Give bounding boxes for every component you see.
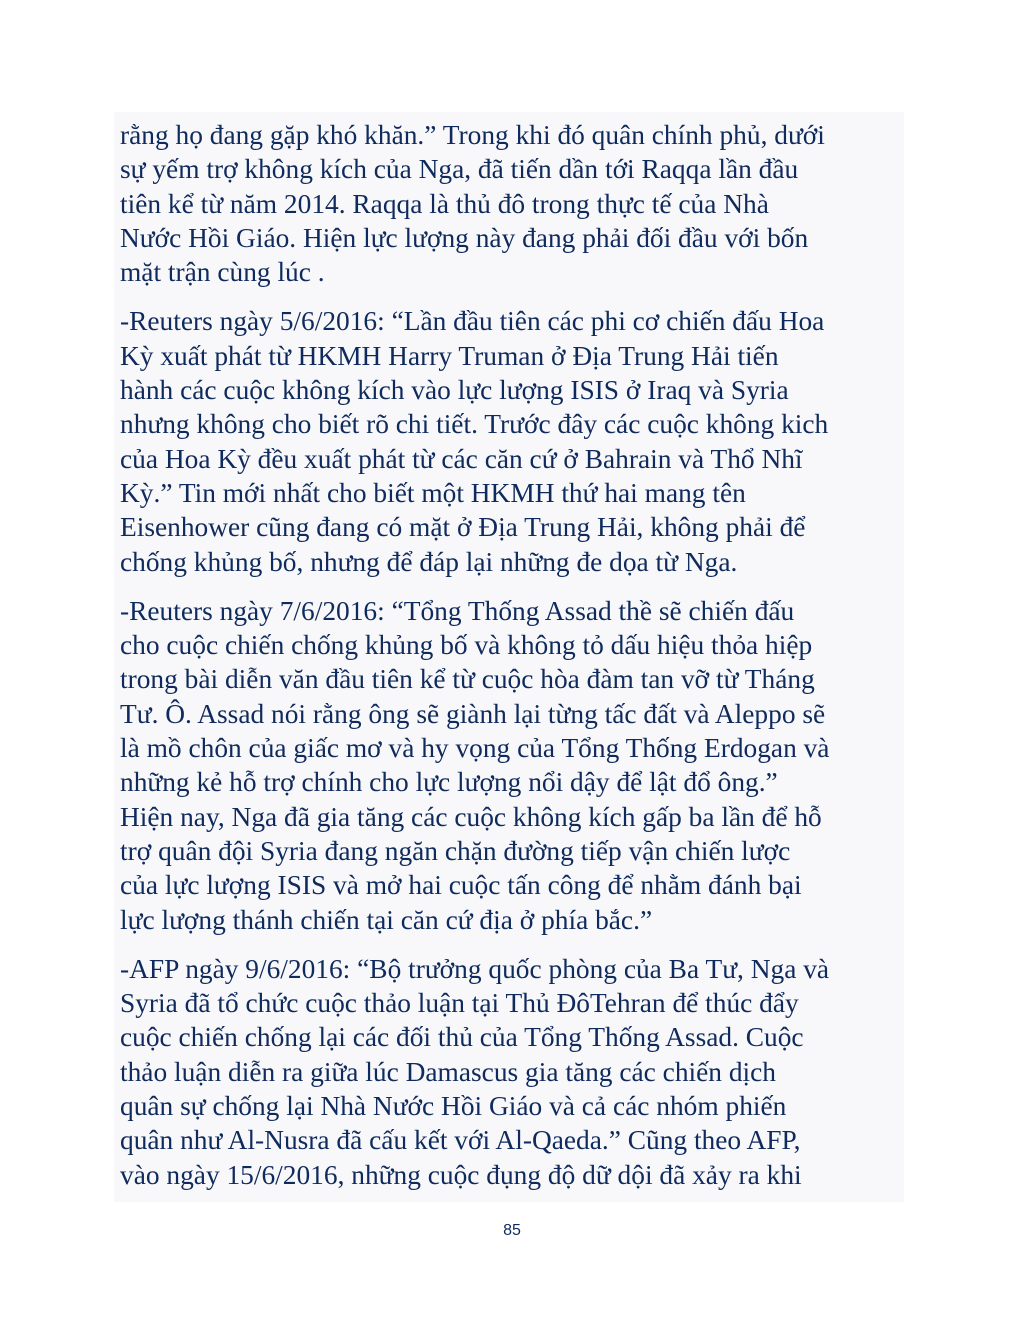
text-line: cuộc chiến chống lại các đối thủ của Tổng Thống Assad. Cuộc <box>120 1022 804 1053</box>
text-line: sự yếm trợ không kích của Nga, đã tiến dần tới Raqqa lần đầu <box>120 154 799 185</box>
text-line: của lực lượng ISIS và mở hai cuộc tấn công để nhằm đánh bại <box>120 870 802 901</box>
paragraph-3 <box>114 594 904 937</box>
text-line: -AFP ngày 9/6/2016: “Bộ trưởng quốc phòng của Ba Tư, Nga và <box>120 953 830 984</box>
text-line: chống khủng bố, nhưng để đáp lại những đe dọa từ Nga. <box>120 546 738 577</box>
text-line: Kỳ xuất phát từ HKMH Harry Truman ở Địa Trung Hải tiến <box>120 340 779 371</box>
text-line: Hiện nay, Nga đã gia tăng các cuộc không kích gấp ba lần để hỗ <box>120 801 822 832</box>
paragraph-2 <box>114 304 904 578</box>
paragraph-4 <box>114 952 904 1192</box>
text-line: nhưng không cho biết rõ chi tiết. Trước đây các cuộc không kich <box>120 409 829 440</box>
text-line: Kỳ.” Tin mới nhất cho biết một HKMH thứ hai mang tên <box>120 477 746 508</box>
text-line: Tư. Ô. Assad nói rằng ông sẽ giành lại từng tấc đất và Aleppo sẽ <box>120 698 826 729</box>
text-line: là mồ chôn của giấc mơ và hy vọng của Tổng Thống Erdogan và <box>120 733 830 764</box>
body-text-block <box>114 112 904 1202</box>
text-line: thảo luận diễn ra giữa lúc Damascus gia tăng các chiến dịch <box>120 1056 776 1087</box>
text-line: trong bài diễn văn đầu tiên kể từ cuộc hòa đàm tan vỡ từ Tháng <box>120 664 815 695</box>
text-line: vào ngày 15/6/2016, những cuộc đụng độ dữ dội đã xảy ra khi <box>120 1159 802 1190</box>
text-line: -Reuters ngày 7/6/2016: “Tổng Thống Assad thề sẽ chiến đấu <box>120 595 795 626</box>
text-line: lực lượng thánh chiến tại căn cứ địa ở phía bắc.” <box>120 904 653 935</box>
paragraph-1 <box>114 118 904 289</box>
text-line: trợ quân đội Syria đang ngăn chặn đường tiếp vận chiến lược <box>120 835 791 866</box>
text-line: mặt trận cùng lúc . <box>120 257 325 288</box>
text-line: quân sự chống lại Nhà Nước Hồi Giáo và cả các nhóm phiến <box>120 1091 787 1122</box>
text-line: những kẻ hỗ trợ chính cho lực lượng nổi dậy để lật đổ ông.” <box>120 767 778 798</box>
page-number: 85 <box>503 1222 521 1239</box>
text-line: hành các cuộc không kích vào lực lượng ISIS ở Iraq và Syria <box>120 375 789 406</box>
text-line: Eisenhower cũng đang có mặt ở Địa Trung Hải, không phải để <box>120 512 806 543</box>
text-line: rằng họ đang gặp khó khăn.” Trong khi đó quân chính phủ, dưới <box>120 120 825 150</box>
text-line: quân như Al-Nusra đã cấu kết với Al-Qaeda.” Cũng theo AFP, <box>120 1125 801 1156</box>
text-line: Syria đã tổ chức cuộc thảo luận tại Thủ ĐôTehran để thúc đẩy <box>120 988 799 1019</box>
text-line: tiên kể từ năm 2014. Raqqa là thủ đô trong thực tế của Nhà <box>120 188 769 219</box>
text-line: của Hoa Kỳ đều xuất phát từ các căn cứ ở Bahrain và Thổ Nhĩ <box>120 443 803 474</box>
text-line: Nước Hồi Giáo. Hiện lực lượng này đang phải đối đầu với bốn <box>120 222 809 253</box>
text-line: cho cuộc chiến chống khủng bố và không tỏ dấu hiệu thỏa hiệp <box>120 630 813 661</box>
text-line: -Reuters ngày 5/6/2016: “Lần đầu tiên các phi cơ chiến đấu Hoa <box>120 306 825 337</box>
